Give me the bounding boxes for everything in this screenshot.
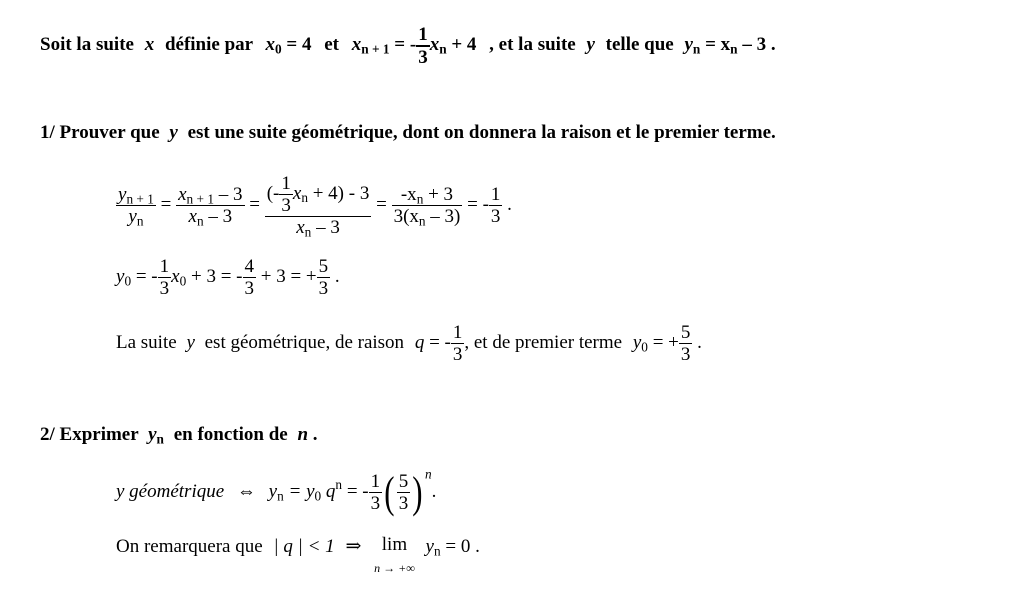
fraction-step-3: (- $\frac{1}{3}$ $x_n + 4) - 3$ $x_n - 3$ xyxy=(266,173,370,240)
var-y: y xyxy=(586,34,595,55)
y0-computation: $y_0$ = - $\frac{1}{3}$ $x_0 + 3$ = - $\frac{4}{3}$ + 3 = + $\frac{5}{3}$ . xyxy=(116,256,340,300)
equivalence-symbol: ⇔ xyxy=(236,481,256,502)
question-1-title: 1/ Prouver que y est une suite géométrique, dont on donnera la raison et le premier terme. xyxy=(40,122,776,143)
yn-formula: y géométrique ⇔ $y_n = y_0$ $q^n$ = - $\frac{1}{3}$ ( $\frac{5}{3}$ ) $^n$. xyxy=(116,466,437,517)
intro-text-1: Soit la suite xyxy=(40,34,134,55)
result-fraction: $\frac{1}{3}$ xyxy=(490,184,501,228)
intro-text-2: définie par xyxy=(164,34,253,55)
limit-expression: lim n → +∞ xyxy=(374,534,415,575)
var-x: x xyxy=(144,34,155,55)
intro-text-4: telle que xyxy=(605,34,674,55)
q1-conclusion: La suite y est géométrique, de raison q = - $\frac{1}{3}$ , et de premier terme $y_0$ = + $\frac{5}{3}$ . xyxy=(116,322,702,366)
y-definition: $y_n = x_n - 3$ . xyxy=(684,34,776,57)
x0-def: $x_0 = 4$ xyxy=(265,34,312,57)
fraction-step-2: $\frac{x_{n + 1} - 3}{x_n - 3}$ xyxy=(178,184,243,229)
intro-line xyxy=(40,20,776,70)
intro-et: et xyxy=(324,34,339,55)
fraction-one-third: $\frac{1}{3}$ xyxy=(418,23,428,68)
fraction-step-4: $\frac{-x_n + 3}{3(x_n - 3)}$ xyxy=(393,184,461,229)
recurrence: $x_{n + 1}$ = - $\frac{1}{3}$ $x_n + 4$ xyxy=(351,23,477,68)
question-2-title: 2/ Exprimer $y_n$ en fonction de n . xyxy=(40,424,318,447)
limit-remark: On remarquera que | q | < 1 ⇒ lim n → +∞ $y_n = 0$ . xyxy=(116,534,480,575)
implies-symbol: ⇒ xyxy=(345,536,362,557)
ratio-fraction: $\frac{y_{n + 1}}{y_n}$ xyxy=(118,184,154,229)
ratio-computation: $\frac{y_{n + 1}}{y_n}$ = $\frac{x_{n + 1} - 3}{x_n - 3}$ = (- $\frac{1}{3}$ $x_n + 4) - 3$ $x_n - 3$ = $\frac{-x_n + 3}{3(x_n - 3)}$ = - $\frac{1}{3}$ . xyxy=(118,173,512,240)
intro-text-3: , et la suite xyxy=(489,34,576,55)
